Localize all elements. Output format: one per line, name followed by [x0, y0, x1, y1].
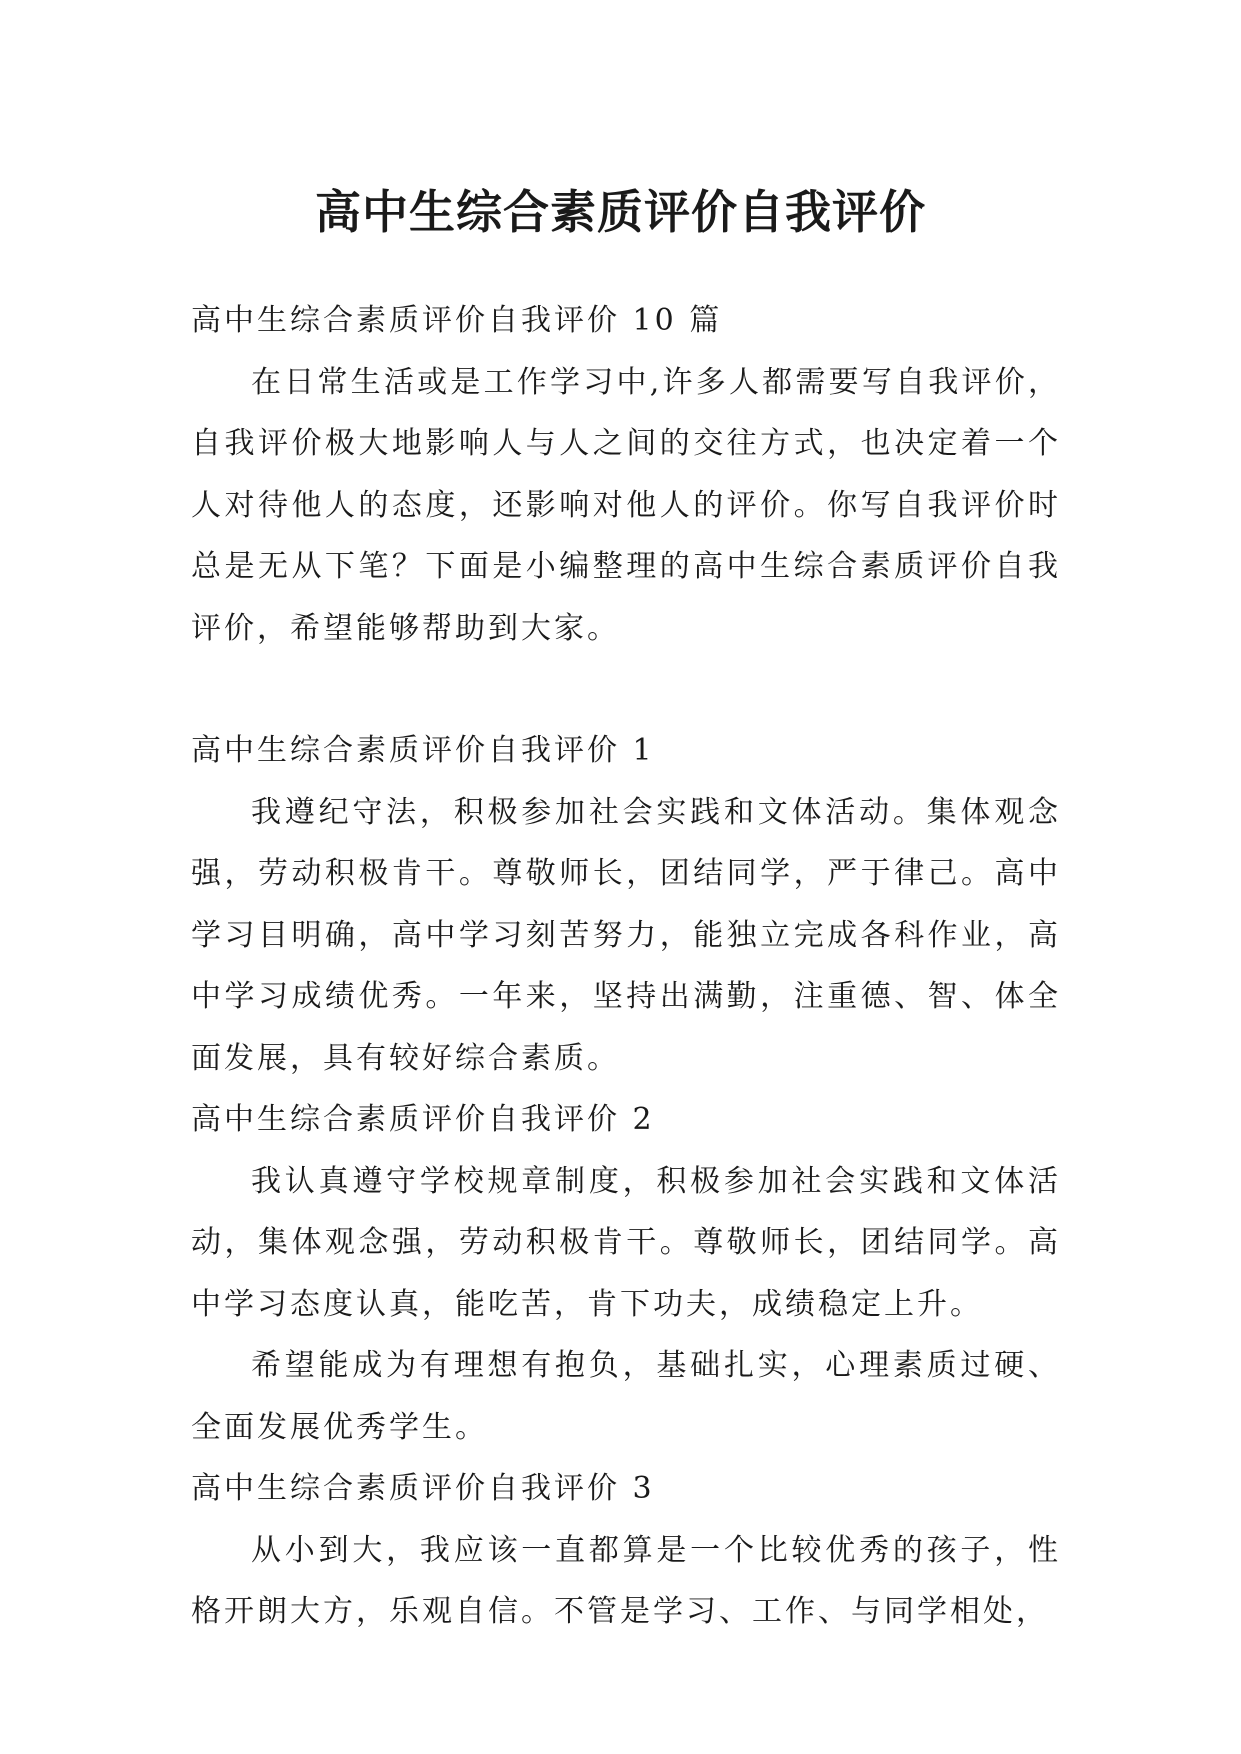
section-spacer [191, 659, 1061, 720]
section-heading-1: 高中生综合素质评价自我评价 1 [191, 733, 655, 768]
section-heading-2: 高中生综合素质评价自我评价 2 [191, 1102, 655, 1137]
document-title: 高中生综合素质评价自我评价 [315, 184, 926, 239]
document-body [191, 290, 1061, 1643]
section-1-paragraph-1: 我遵纪守法，积极参加社会实践和文体活动。集体观念强，劳动积极肯干。尊敬师长，团结同学，严于律己。高中学习目明确，高中学习刻苦努力，能独立完成各科作业，高中学习成绩优秀。一年来，坚持出满勤，注重德、智、体全面发展，具有较好综合素质。 [191, 794, 1061, 1076]
intro-paragraph: 在日常生活或是工作学习中,许多人都需要写自我评价，自我评价极大地影响人与人之间的交往方式，也决定着一个人对待他人的态度，还影响对他人的评价。你写自我评价时总是无从下笔？下面是小编整理的高中生综合素质评价自我评价，希望能够帮助到大家。 [191, 364, 1061, 646]
section-3-paragraph-1: 从小到大，我应该一直都算是一个比较优秀的孩子，性格开朗大方，乐观自信。不管是学习、工作、与同学相处， [191, 1532, 1061, 1629]
section-heading-3: 高中生综合素质评价自我评价 3 [191, 1471, 655, 1506]
section-2-paragraph-1: 我认真遵守学校规章制度，积极参加社会实践和文体活动，集体观念强，劳动积极肯干。尊敬师长，团结同学。高中学习态度认真，能吃苦，肯下功夫，成绩稳定上升。 [191, 1163, 1061, 1322]
section-2-paragraph-2: 希望能成为有理想有抱负，基础扎实，心理素质过硬、全面发展优秀学生。 [191, 1348, 1061, 1445]
document-subtitle: 高中生综合素质评价自我评价 10 篇 [191, 303, 723, 338]
